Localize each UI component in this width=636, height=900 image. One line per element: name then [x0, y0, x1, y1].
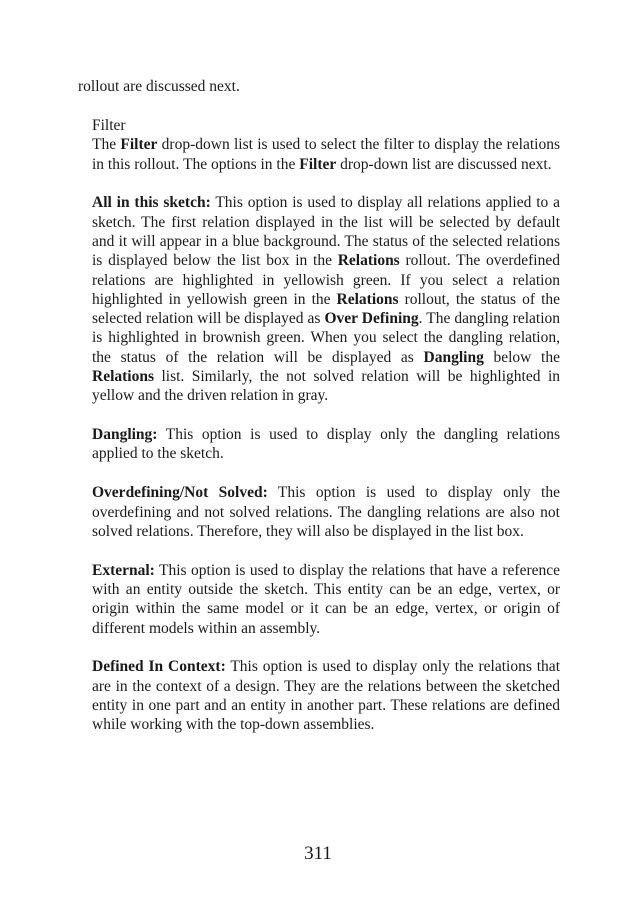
- text-run: This option is used to display only the dangling relations applied to the sketch.: [92, 426, 560, 463]
- text-run: This option is used to display only the relations that are in the context of a design. They are the relations between the sketched entity in one part and an entity in another part. These relations are defined while working with the top-down assemblies.: [92, 658, 560, 734]
- option-term: Defined In Context:: [92, 658, 226, 676]
- bold-term: Dangling: [423, 348, 484, 366]
- text-run: . The dangling relation is highlighted in brownish green. When you select the dangling relation, the status of the relation will be displayed as: [92, 310, 561, 366]
- text-run: This option is used to display all relations applied to a sketch. The first relation displayed in the list will be selected by default and it will appear in a blue background. The status of the selected relations is displayed below the list box in the: [92, 194, 560, 270]
- content-body: [92, 116, 560, 735]
- text-run: rollout. The overdefined relations are highlighted in yellowish green. If you select a relation highlighted in yellowish green in the: [92, 252, 560, 308]
- text-run: rollout, the status of the selected relation will be displayed as: [92, 290, 560, 328]
- intro-line: rollout are discussed next.: [78, 78, 240, 95]
- defined-in-context-paragraph: [92, 657, 560, 734]
- option-term: Overdefining/Not Solved:: [92, 484, 268, 502]
- option-term: Dangling:: [92, 426, 158, 444]
- filter-paragraph: [92, 135, 560, 174]
- option-term: All in this sketch:: [92, 194, 211, 212]
- text-run: list. Similarly, the not solved relation will be highlighted in yellow and the driven relation in gray.: [92, 368, 560, 405]
- bold-term: Filter: [120, 136, 158, 154]
- text-run: drop-down list are discussed next.: [336, 155, 552, 173]
- dangling-paragraph: [92, 425, 560, 464]
- bold-term: Relations: [92, 368, 154, 386]
- overdefining-paragraph: [92, 483, 560, 541]
- all-in-sketch-paragraph: [92, 193, 560, 405]
- bold-term: Relations: [336, 290, 399, 308]
- bold-term: Over Defining: [324, 310, 419, 328]
- page-number: 311: [304, 843, 332, 864]
- text-run: below the: [483, 348, 560, 366]
- text-run: drop-down list is used to select the filter to display the relations in this rollout. The options in the: [92, 136, 560, 173]
- text-run: This option is used to display the relations that have a reference with an entity outside the sketch. This entity can be an edge, vertex, or origin within the same model or it can be an edge, vertex, or origin of different models within an assembly.: [92, 561, 560, 637]
- bold-term: Filter: [299, 155, 337, 173]
- option-term: External:: [92, 561, 155, 579]
- external-paragraph: [92, 561, 560, 638]
- bold-term: Relations: [337, 252, 400, 270]
- filter-heading: Filter: [92, 117, 126, 134]
- text-run: This option is used to display only the overdefining and not solved relations. The dangling relations are also not solved relations. Therefore, they will also be displayed in the list box.: [92, 484, 560, 540]
- text-run: The: [92, 136, 121, 154]
